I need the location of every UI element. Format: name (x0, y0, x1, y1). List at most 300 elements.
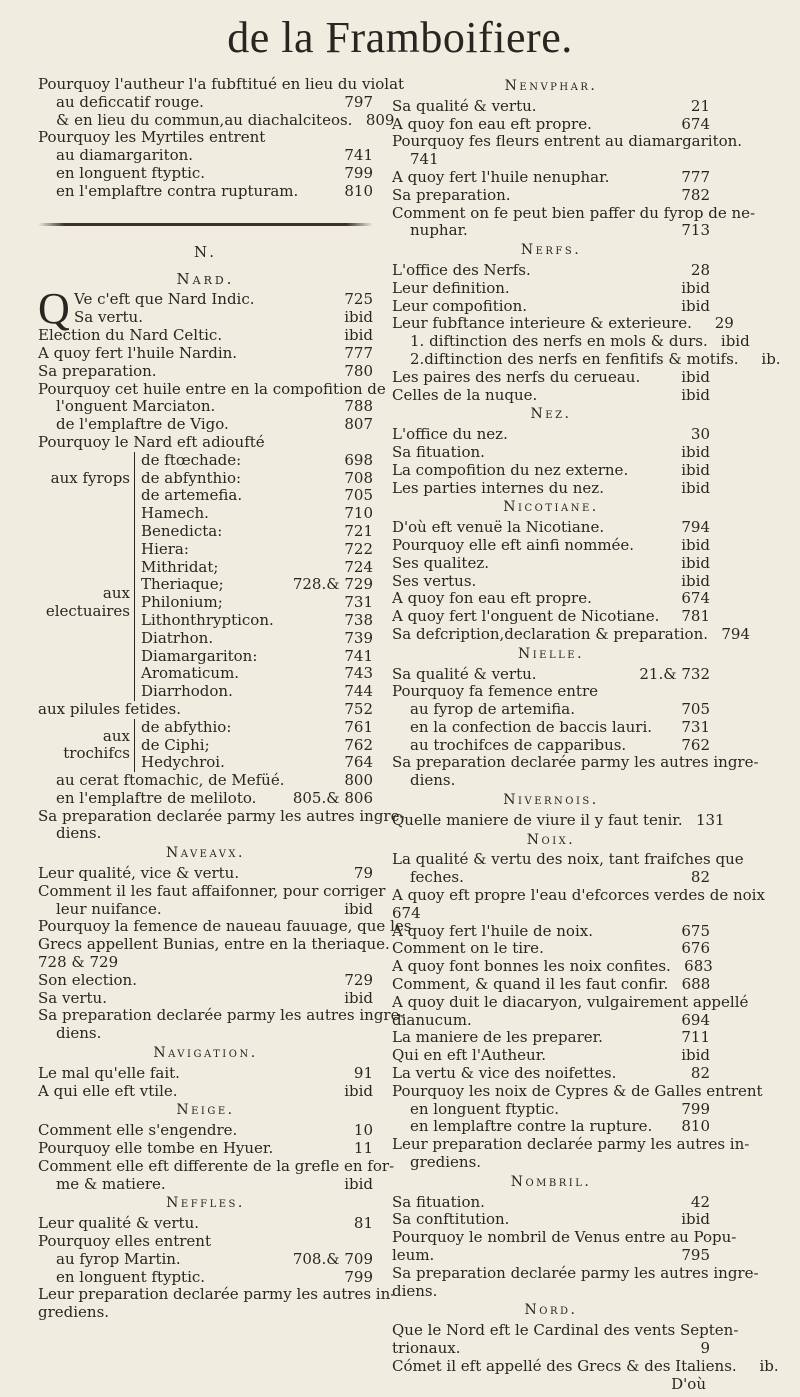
entry-text: Sa preparation declarée parmy les autres ingre- (392, 753, 759, 772)
entry-text: Diamargariton: (141, 646, 258, 665)
entry-page: 705 (681, 700, 710, 719)
entry-text: La compofition du nez externe. (392, 460, 629, 479)
entry-page: 794 (681, 518, 710, 537)
index-entry (141, 559, 373, 577)
index-entry (392, 203, 756, 223)
entry-text: L'office des Nerfs. (392, 260, 531, 279)
entry-text: de abfythio: (141, 717, 232, 736)
entry-text: de l'emplaftre de Vigo. (56, 415, 229, 434)
index-entry (392, 869, 710, 887)
entry-text: A quoy fert l'huile de noix. (392, 921, 593, 940)
entry-page: 21 (690, 96, 710, 115)
index-entry (392, 132, 743, 151)
entry-page: 780 (344, 361, 373, 380)
index-entry (392, 1101, 710, 1119)
entry-text: feches. (410, 868, 464, 887)
section-heading: Nombril. (510, 1173, 592, 1190)
index-entry (38, 75, 405, 94)
entry-page: 777 (344, 343, 373, 362)
entry-text: Pourquoy elle tombe en Hyuer. (38, 1139, 274, 1158)
index-entry (38, 434, 373, 452)
index-entry (141, 452, 373, 470)
index-entry (141, 576, 373, 594)
entry-text: D'où eft venuë la Nicotiane. (392, 518, 605, 537)
index-entry (38, 806, 405, 826)
index-entry (392, 1012, 710, 1030)
entry-text: 2.diftinction des nerfs en fenfitifs & motifs. (410, 349, 739, 368)
index-entry (74, 291, 373, 309)
entry-page: 800 (344, 771, 373, 790)
entry-page: 724 (344, 557, 373, 576)
entry-text: Pourquoy fa femence entre (392, 682, 598, 701)
index-entry (392, 701, 710, 719)
index-entry (392, 1029, 710, 1047)
index-entry (141, 612, 373, 630)
index-entry (392, 187, 710, 205)
entry-text: nuphar. (410, 221, 468, 240)
entry-text: me & matiere. (56, 1174, 166, 1193)
index-entry (141, 665, 373, 683)
entry-page: 810 (344, 181, 373, 200)
index-entry (392, 810, 725, 830)
entry-page: 795 (681, 1246, 710, 1264)
entry-text: Comment on fe peut bien paffer du fyrop de ne- (392, 203, 756, 222)
index-entry (392, 462, 710, 480)
entry-text: Pourquoy l'autheur l'a fubftitué en lieu du violat (38, 75, 405, 93)
index-entry (38, 935, 390, 954)
entry-text: Quelle maniere de viure il y faut tenir. (392, 810, 683, 829)
entry-page: 738 (344, 610, 373, 629)
entry-page: ibid (681, 1046, 710, 1065)
brace-group-label: aux fyrops (50, 468, 130, 487)
entry-text: Qui en eft l'Autheur. (392, 1046, 546, 1065)
entry-text: trionaux. (392, 1338, 461, 1357)
index-entry (38, 94, 373, 112)
entry-page: 762 (681, 735, 710, 754)
entry-page: ibid (681, 1210, 710, 1229)
entry-text: Leur compofition. (392, 296, 528, 315)
entry-text: Les parties internes du nez. (392, 478, 604, 497)
entry-page: 705 (344, 486, 373, 505)
entry-text: Ses vertus. (392, 571, 477, 590)
section-heading: Nord. (524, 1302, 578, 1319)
index-entry (38, 1156, 395, 1176)
index-entry (392, 369, 710, 387)
index-entry (392, 992, 749, 1012)
entry-text: Sa qualité & vertu. (392, 664, 537, 683)
entry-text: Sa preparation declarée parmy les autres ingre- (38, 806, 405, 825)
index-entry (392, 262, 710, 280)
entry-text: Comment on le tire. (392, 939, 544, 958)
index-entry (38, 165, 373, 183)
entry-page: 781 (681, 607, 710, 626)
index-entry (392, 923, 710, 941)
section-heading: Naveavx. (165, 845, 245, 862)
entry-page: 11 (353, 1139, 373, 1158)
entry-page: 721 (344, 521, 373, 540)
index-entry (392, 1228, 737, 1247)
entry-text: en longuent ftyptic. (410, 1099, 560, 1118)
entry-text: Leur preparation declarée parmy les autres in- (38, 1285, 396, 1304)
index-entry (141, 505, 373, 523)
entry-text: leum. (392, 1246, 435, 1264)
index-entry (392, 280, 710, 298)
index-entry (392, 1135, 750, 1154)
entry-page: 710 (344, 504, 373, 523)
entry-page: 10 (353, 1121, 373, 1140)
entry-text: Ses qualitez. (392, 553, 489, 572)
entry-page: ibid (720, 332, 750, 351)
index-entry (38, 1233, 373, 1251)
index-entry (392, 719, 710, 737)
index-entry (38, 1065, 373, 1083)
entry-page: 30 (690, 425, 710, 444)
entry-page: 713 (681, 221, 710, 240)
entry-text: Aromaticum. (141, 664, 240, 683)
dropcap-block (38, 284, 373, 334)
entry-page: 809 (365, 110, 395, 129)
entry-text: Comment, & quand il les faut confir. (392, 975, 669, 994)
index-entry (38, 345, 373, 363)
entry-text: Hiera: (141, 539, 189, 558)
entry-page: 82 (690, 868, 710, 887)
entry-text: Le mal qu'elle fait. (38, 1063, 180, 1082)
index-entry (392, 116, 710, 134)
index-entry (392, 1065, 710, 1083)
entry-page: 777 (681, 167, 710, 186)
entry-text: & en lieu du commun,au diachalciteos. (56, 110, 353, 129)
entry-text: grediens. (410, 1153, 482, 1172)
index-entry (392, 222, 710, 240)
entry-text: Pourquoy fes fleurs entrent au diamargariton. (392, 132, 743, 151)
index-entry (392, 1047, 710, 1065)
entry-text: en l'emplaftre de meliloto. (56, 788, 257, 807)
section-heading: Nivernois. (503, 792, 599, 809)
index-entry (392, 314, 734, 333)
section-heading: Neige. (176, 1102, 235, 1119)
entry-text: Pourquoy elle eft ainfi nommée. (392, 535, 635, 554)
index-entry (392, 772, 710, 790)
index-entry (141, 683, 373, 701)
index-entry (38, 129, 373, 147)
entry-page: 810 (681, 1117, 710, 1136)
index-entry (38, 1083, 373, 1101)
entry-text: A quoy fon eau eft propre. (392, 589, 592, 608)
entry-text: 1. diftinction des nerfs en mols & durs. (410, 332, 708, 351)
index-entry (38, 1176, 373, 1194)
index-entry (392, 753, 759, 772)
section-heading: Nielle. (517, 645, 585, 662)
entry-text: Ve c'eft que Nard Indic. (74, 290, 255, 309)
index-entry (38, 701, 373, 719)
index-entry (38, 954, 373, 972)
entry-page: 708 (344, 468, 373, 487)
entry-page: ibid (344, 1081, 373, 1100)
entry-text: en longuent ftyptic. (56, 163, 206, 182)
entry-text: Cómet il eft appellé des Grecs & des Italiens. (392, 1356, 737, 1375)
entry-text: Leur qualité & vertu. (38, 1214, 200, 1233)
index-entry (38, 110, 395, 130)
entry-page: 741 (344, 146, 373, 165)
entry-text: La maniere de les preparer. (392, 1028, 603, 1047)
entry-text: Les paires des nerfs du cerueau. (392, 367, 641, 386)
entry-page: 731 (681, 717, 710, 736)
entry-text: au trochifces de capparibus. (410, 735, 627, 754)
entry-text: grediens. (38, 1303, 110, 1322)
entry-text: Leur definition. (392, 278, 510, 297)
index-entry (392, 1154, 710, 1172)
entry-text: Sa preparation declarée parmy les autres ingre- (38, 1006, 405, 1025)
entry-page: 9 (700, 1338, 710, 1357)
entry-page: 799 (344, 163, 373, 182)
index-entry (38, 1251, 373, 1269)
entry-text: A quoy duit le diacaryon, vulgairement appellé (392, 992, 749, 1011)
index-entry (141, 470, 373, 488)
entry-page: ibid (681, 385, 710, 404)
index-entry (38, 1140, 373, 1158)
entry-text: Pourquoy le nombril de Venus entre au Popu- (392, 1228, 737, 1247)
entry-text: aux pilules fetides. (38, 699, 182, 718)
index-entry (392, 624, 751, 644)
index-entry (38, 881, 386, 901)
index-entry (141, 754, 373, 772)
entry-text: au cerat ftomachic, de Mefüé. (56, 771, 285, 790)
entry-text: en lemplaftre contre la rupture. (410, 1117, 653, 1136)
entry-page: ibid (681, 478, 710, 497)
index-entry (392, 1081, 763, 1101)
entry-text: Leur preparation declarée parmy les autres in- (392, 1135, 750, 1154)
entry-text: Comment elle s'engendre. (38, 1121, 238, 1140)
index-entry (392, 1247, 710, 1265)
entry-page: 799 (344, 1267, 373, 1286)
index-entry (392, 850, 744, 869)
entry-text: Pourquoy les noix de Cypres & de Galles entrent (392, 1081, 763, 1100)
entry-text: A quoy eft propre l'eau d'efcorces verdes de noix (392, 886, 765, 905)
entry-text: au deficcatif rouge. (56, 92, 204, 111)
entry-text: Sa vertu. (74, 307, 143, 326)
index-entry (392, 1211, 710, 1229)
index-entry (38, 1285, 396, 1304)
dropcap-body (74, 291, 373, 327)
entry-page: 698 (344, 450, 373, 469)
entry-page: ib. (759, 1356, 779, 1375)
entry-text: Pourquoy cet huile entre en la compofition de (38, 379, 386, 398)
spacer (38, 263, 373, 269)
right-column (392, 76, 781, 1393)
index-entry (392, 387, 710, 405)
entry-text: 741 (410, 150, 439, 169)
entry-text: au diamargariton. (56, 146, 194, 165)
entry-page: ibid (681, 367, 710, 386)
entry-page: 743 (344, 664, 373, 683)
entry-page: ibid (344, 307, 373, 326)
index-entry (392, 737, 710, 755)
entry-text: Sa preparation declarée parmy les autres ingre- (392, 1263, 759, 1282)
entry-text: au fyrop de artemifia. (410, 700, 575, 719)
entry-text: diens. (56, 1024, 102, 1043)
index-entry (141, 648, 373, 666)
entry-text: Hedychroi. (141, 753, 225, 772)
entry-text: Mithridat; (141, 557, 219, 576)
entry-page: 764 (344, 753, 373, 772)
entry-page: 797 (344, 92, 373, 111)
index-entry (392, 332, 750, 351)
electuaires-group (38, 505, 373, 701)
entry-page: 28 (690, 260, 710, 279)
index-entry (38, 972, 373, 990)
entry-page: 794 (721, 624, 751, 643)
entry-text: A quoy fert l'huile nenuphar. (392, 167, 610, 186)
index-entry (392, 169, 710, 187)
entry-text: L'office du nez. (392, 425, 508, 444)
entry-page: 799 (681, 1099, 710, 1118)
entry-text: Sa defcription,declaration & preparation. (392, 624, 709, 643)
entry-page: 131 (695, 810, 725, 829)
entry-page: 761 (344, 717, 373, 736)
index-entry (38, 865, 373, 883)
entry-text: Pourquoy elles entrent (38, 1232, 211, 1251)
entry-page: 674 (681, 114, 710, 133)
entry-text: Sa vertu. (38, 988, 107, 1007)
entry-text: Son election. (38, 970, 137, 989)
index-entry (392, 426, 710, 444)
index-entry (392, 444, 710, 462)
entry-text: Pourquoy le Nard eft adioufté (38, 432, 265, 451)
entry-page: 91 (353, 1063, 373, 1082)
index-entry (38, 1025, 373, 1043)
entry-page: 731 (344, 593, 373, 612)
index-entry (392, 1118, 710, 1136)
entry-text: de ftœchade: (141, 450, 242, 469)
section-heading: Navigation. (153, 1045, 258, 1062)
brace-group-items (134, 452, 373, 505)
index-entry (38, 1304, 373, 1322)
entry-page: ibid (681, 442, 710, 461)
entry-text: Que le Nord eft le Cardinal des vents Septen- (392, 1321, 739, 1340)
entry-page: 725 (344, 290, 373, 309)
entry-page: 79 (353, 864, 373, 883)
entry-page: ibid (681, 553, 710, 572)
index-entry (392, 349, 781, 369)
entry-page: 683 (684, 957, 713, 976)
entry-text: Election du Nard Celtic. (38, 326, 223, 345)
entry-text: Pourquoy la femence de naueau fauuage, que les (38, 917, 412, 936)
section-heading: Nenvphar. (504, 78, 598, 94)
entry-page: ib. (761, 349, 781, 368)
index-entry (38, 416, 373, 434)
index-entry (392, 1340, 710, 1358)
index-entry (38, 379, 386, 399)
entry-text: en longuent ftyptic. (56, 1267, 206, 1286)
entry-page: 711 (681, 1028, 710, 1047)
entry-text: diens. (56, 824, 102, 843)
index-entry (392, 590, 710, 608)
index-entry (38, 772, 373, 790)
entry-text: A quoy fon eau eft propre. (392, 114, 592, 133)
entry-page: 42 (690, 1192, 710, 1211)
index-entry (392, 1356, 779, 1376)
entry-page: 788 (344, 397, 373, 416)
index-entry (38, 1215, 373, 1233)
entry-text: Sa fituation. (392, 1192, 485, 1211)
entry-text: dianucum. (392, 1010, 472, 1029)
entry-page: 21.& 732 (639, 664, 710, 683)
index-entry (74, 309, 373, 327)
brace-group-items (134, 505, 373, 701)
section-heading: Nard. (176, 270, 235, 289)
index-entry (392, 683, 710, 701)
page-title: de la Framboifiere. (227, 13, 573, 62)
entry-page: ibid (681, 460, 710, 479)
entry-page: 728.& 729 (292, 575, 373, 594)
brace-group-label: aux trochifcs (63, 726, 130, 763)
entry-page: 739 (344, 628, 373, 647)
trochifces-group (38, 719, 373, 772)
section-heading: Nez. (530, 406, 572, 423)
index-entry (38, 183, 373, 201)
entry-page: 675 (681, 921, 710, 940)
index-entry (392, 151, 710, 169)
index-entry (392, 98, 710, 116)
index-entry (38, 147, 373, 165)
entry-page: 708.& 709 (292, 1249, 373, 1268)
entry-text: Leur fubftance interieure & exterieure. (392, 314, 692, 333)
entry-text: l'onguent Marciaton. (56, 397, 216, 416)
entry-text: Celles de la nuque. (392, 385, 538, 404)
entry-text: La qualité & vertu des noix, tant fraifches que (392, 850, 744, 869)
index-entry (38, 363, 373, 381)
entry-text: Sa preparation. (38, 361, 157, 380)
entry-text: Leur qualité, vice & vertu. (38, 864, 240, 883)
index-entry (392, 537, 710, 555)
index-entry (392, 1263, 759, 1283)
index-entry (392, 1194, 710, 1212)
entry-page: 741 (344, 646, 373, 665)
entry-page: 807 (344, 415, 373, 434)
index-entry (38, 990, 373, 1008)
entry-page: 729 (344, 970, 373, 989)
entry-text: Lithonthrypticon. (141, 610, 274, 629)
entry-page: 688 (681, 975, 711, 994)
index-entry (392, 905, 710, 923)
catchword: D'où (671, 1374, 706, 1393)
index-entry (141, 630, 373, 648)
entry-text: A quoy fert l'huile Nardin. (38, 343, 238, 362)
entry-text: Hamech. (141, 504, 209, 523)
entry-page: ibid (344, 326, 373, 345)
section-heading: N. (194, 242, 217, 261)
entry-page: 674 (681, 589, 710, 608)
index-entry (392, 957, 713, 976)
index-entry (141, 594, 373, 612)
drop-capital: Q (38, 284, 70, 334)
entry-text: Philonium; (141, 593, 223, 612)
index-entry (392, 608, 710, 626)
entry-page: 29 (714, 314, 734, 333)
index-entry (38, 825, 373, 843)
entry-page: 752 (344, 699, 373, 718)
entry-page: 762 (344, 735, 373, 754)
entry-text: 674 (392, 903, 421, 922)
index-entry (392, 666, 710, 684)
entry-page: 694 (681, 1010, 710, 1029)
index-entry (141, 523, 373, 541)
entry-text: diens. (410, 771, 456, 790)
index-entry (38, 917, 412, 936)
section-divider (38, 223, 373, 226)
index-entry (392, 573, 710, 591)
index-entry (38, 790, 373, 808)
